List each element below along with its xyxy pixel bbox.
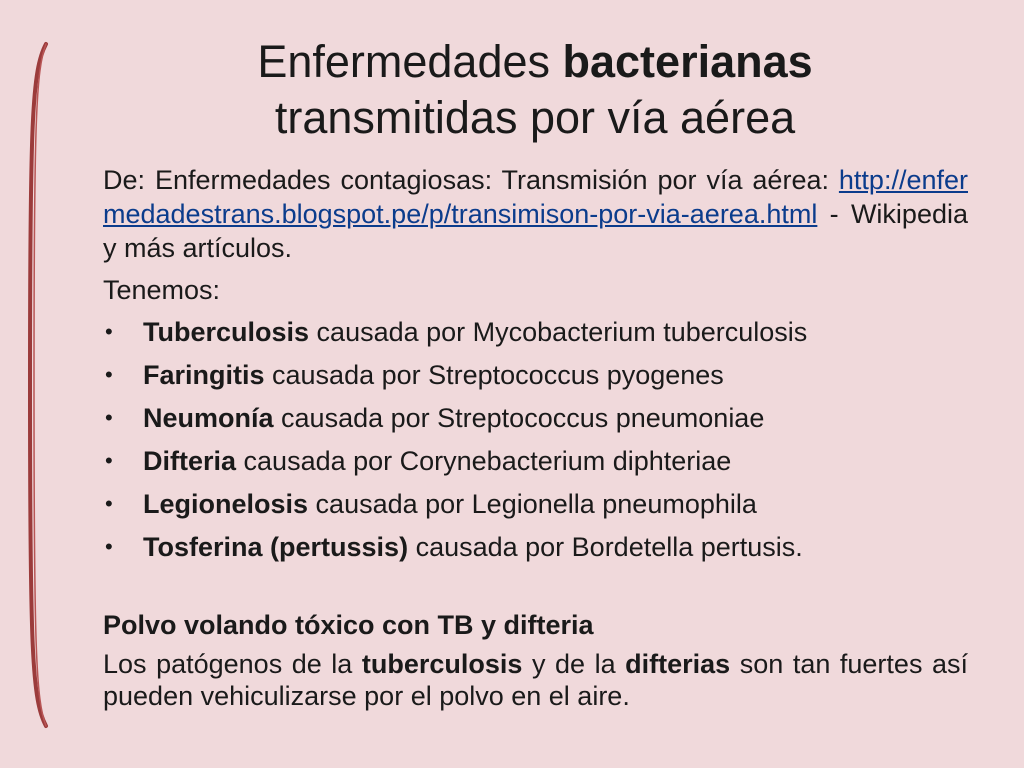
disease-cause: causada por Streptococcus pyogenes — [264, 360, 724, 390]
list-item — [103, 315, 968, 349]
body-bold-term: difterias — [625, 649, 731, 679]
bullet-icon: • — [105, 405, 113, 430]
disease-cause: causada por Corynebacterium diphteriae — [236, 446, 732, 476]
disease-cause: causada por Legionella pneumophila — [308, 489, 757, 519]
section-body — [103, 648, 968, 712]
section-heading: Polvo volando tóxico con TB y difteria — [103, 610, 594, 640]
disease-cause: causada por Bordetella pertusis. — [408, 532, 803, 562]
disease-name: Tuberculosis — [143, 317, 310, 347]
disease-cause: causada por Streptococcus pneumoniae — [273, 403, 765, 433]
disease-name: Tosferina (pertussis) — [143, 532, 409, 562]
disease-name: Legionelosis — [143, 489, 309, 519]
title-part1: Enfermedades — [257, 36, 563, 87]
title-line2: transmitidas por vía aérea — [274, 92, 796, 143]
intro-text: Tenemos: — [103, 275, 221, 305]
bullet-icon: • — [105, 319, 113, 344]
title-bold-word: bacterianas — [562, 36, 813, 87]
source-suffix: - Wikipedia y más artículos. — [103, 199, 968, 263]
body-text: son tan fuertes así pueden vehiculizarse por el polvo en el aire. — [103, 649, 969, 711]
list-item — [103, 444, 968, 478]
slide-title — [140, 34, 930, 146]
list-item — [103, 530, 968, 564]
disease-name: Difteria — [143, 446, 237, 476]
body-text: y de la — [522, 649, 626, 679]
disease-cause: causada por Mycobacterium tuberculosis — [309, 317, 808, 347]
list-item — [103, 358, 968, 392]
bullet-icon: • — [105, 491, 113, 516]
bullet-icon: • — [105, 448, 113, 473]
slide-content — [103, 163, 968, 712]
list-item — [103, 401, 968, 435]
source-prefix: De: Enfermedades contagiosas: Transmisión por vía aérea: — [103, 165, 839, 195]
decorative-bracket — [24, 40, 54, 730]
list-item — [103, 487, 968, 521]
disease-name: Neumonía — [143, 403, 274, 433]
disease-list — [103, 315, 968, 564]
bullet-icon: • — [105, 534, 113, 559]
disease-name: Faringitis — [143, 360, 265, 390]
body-bold-term: tuberculosis — [361, 649, 523, 679]
body-text: Los patógenos de la — [103, 649, 362, 679]
bullet-icon: • — [105, 362, 113, 387]
source-citation — [103, 163, 968, 265]
source-link[interactable]: http://enfermedadestrans.blogspot.pe/p/transimison-por-via-aerea.html — [103, 165, 968, 229]
